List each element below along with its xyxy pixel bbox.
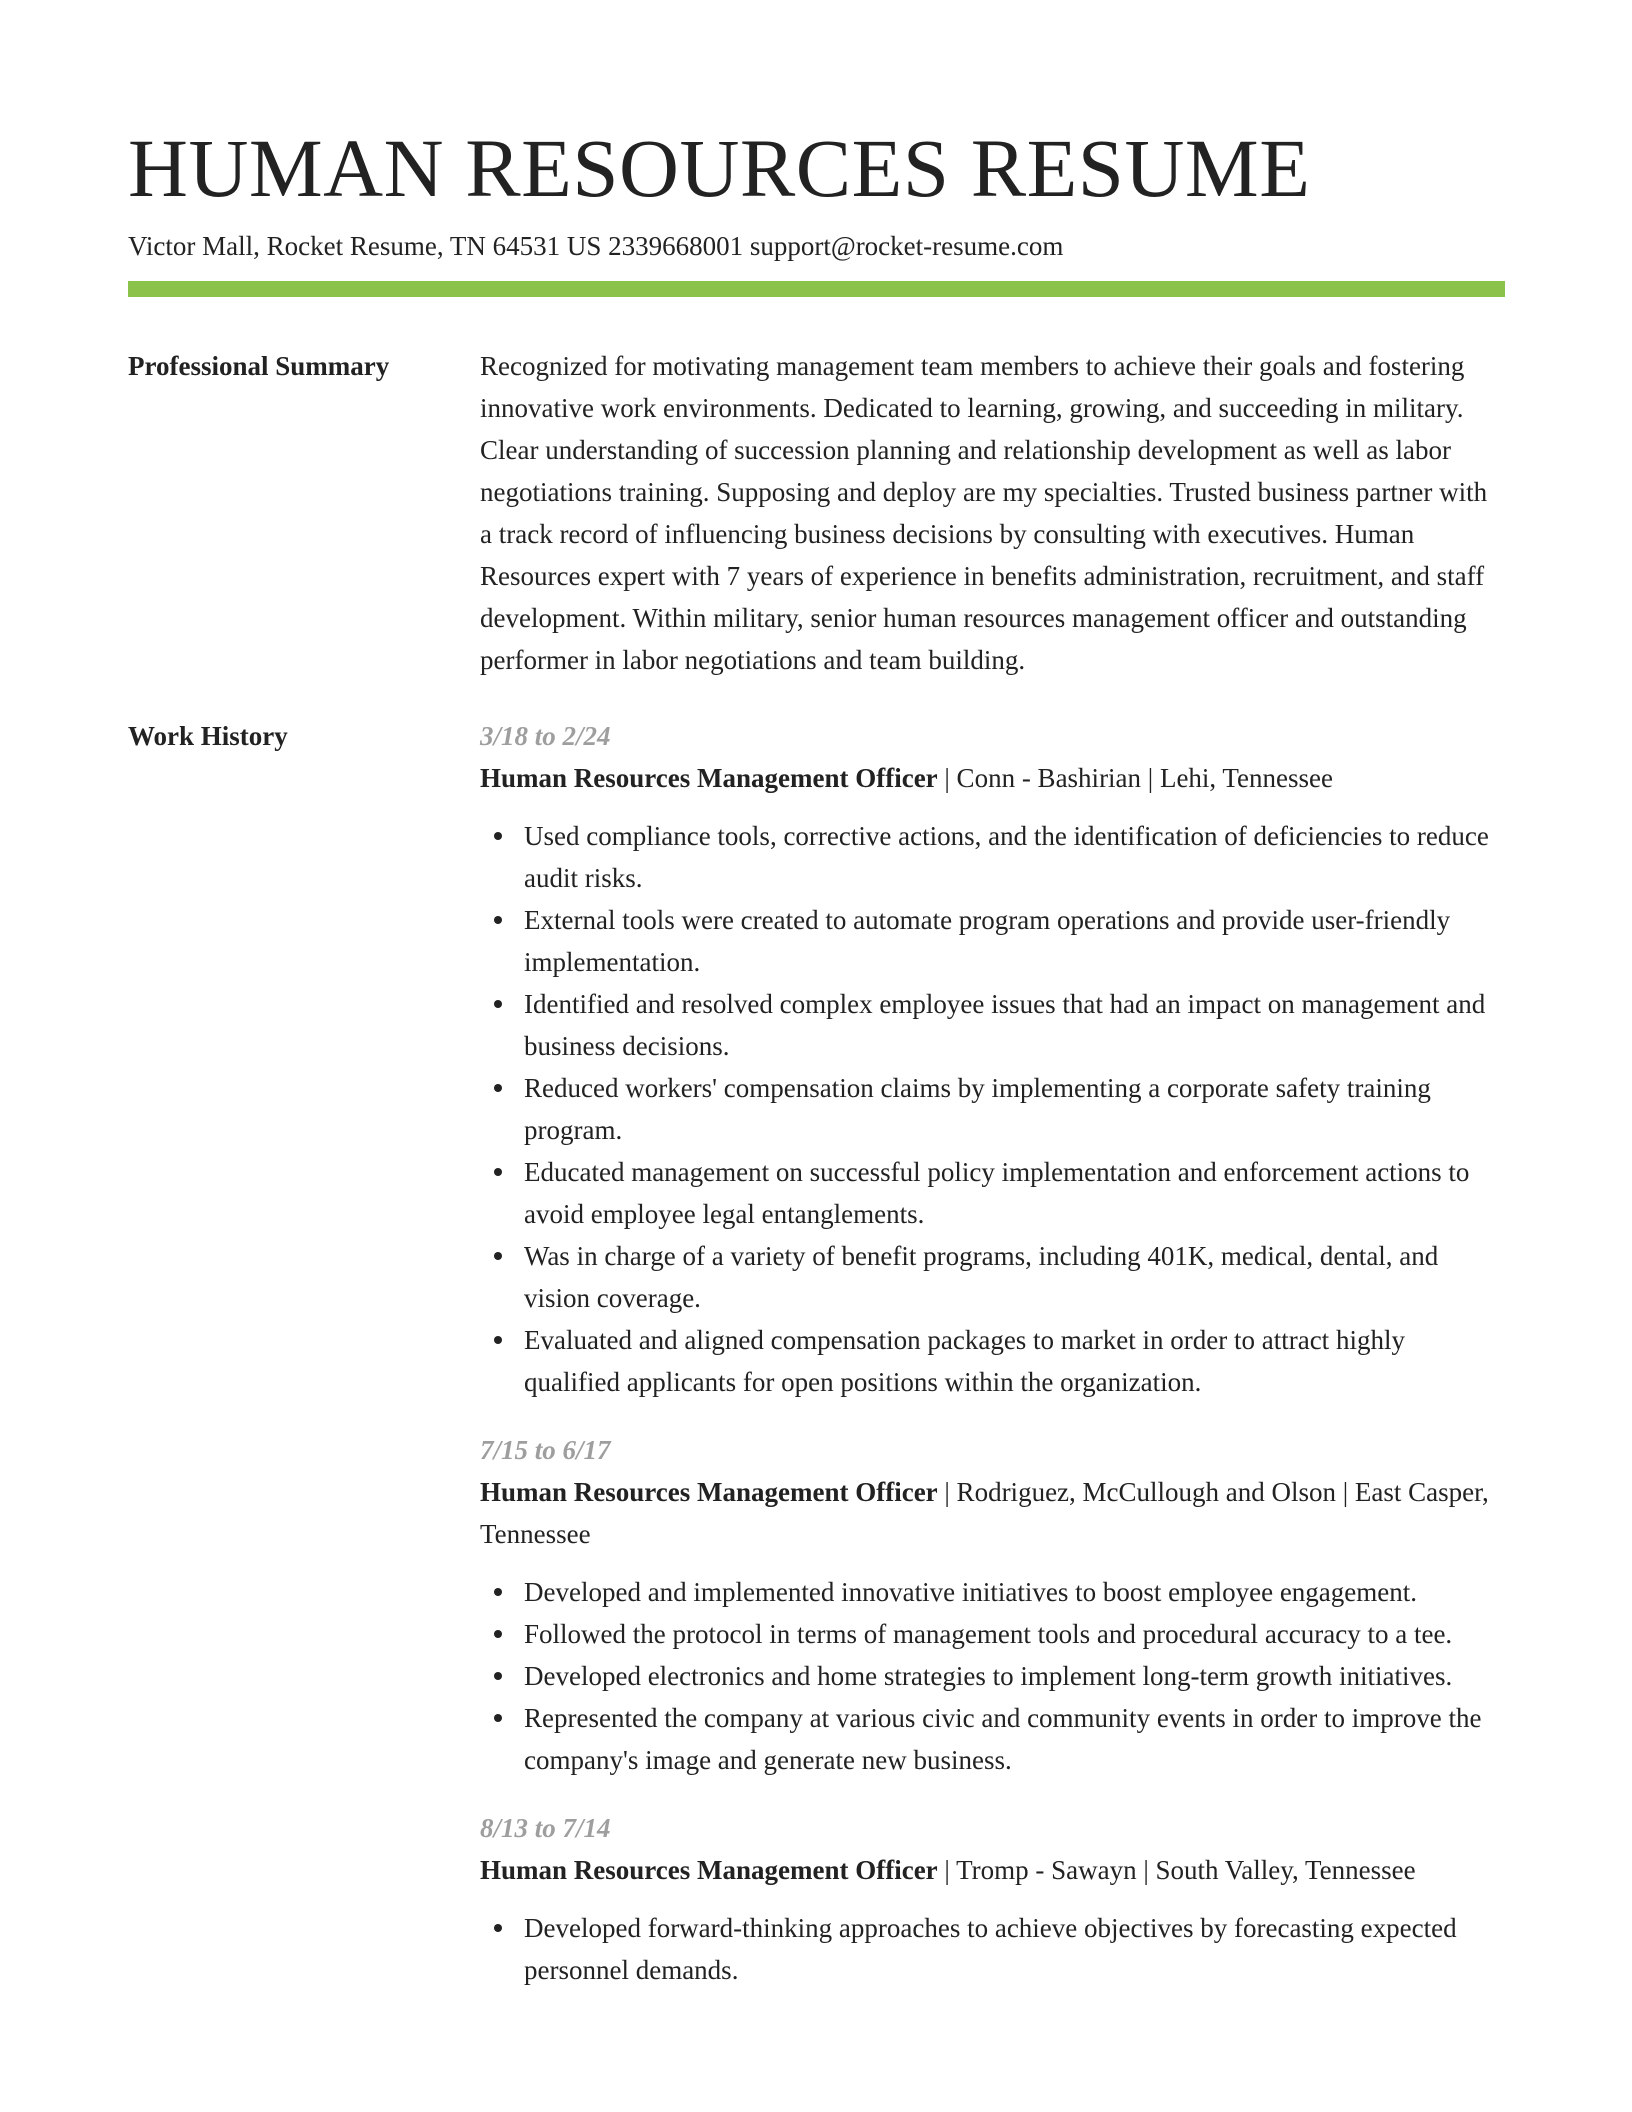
duty-item: [524, 1151, 1505, 1235]
bullet-icon: [494, 1672, 502, 1680]
bullet-icon: [494, 1084, 502, 1092]
duty-item: [524, 983, 1505, 1067]
bullet-icon: [494, 1000, 502, 1008]
duty-text: Evaluated and aligned compensation packages to market in order to attract highly qualified applicants for open positions within the organization.: [524, 1325, 1405, 1397]
duty-text: Represented the company at various civic and community events in order to improve the company's image and generate new business.: [524, 1703, 1482, 1775]
job-entry: [480, 1429, 1505, 1781]
job-employer-location: | Tromp - Sawayn | South Valley, Tennessee: [937, 1855, 1416, 1885]
summary-section: [128, 345, 1505, 681]
bullet-icon: [494, 916, 502, 924]
duty-text: Educated management on successful policy implementation and enforcement actions to avoid employee legal entanglements.: [524, 1157, 1470, 1229]
work-history-section: [128, 715, 1505, 1991]
duty-item: [524, 1907, 1505, 1991]
summary-text: Recognized for motivating management team members to achieve their goals and fostering innovative work environments. Dedicated to learning, growing, and succeeding in military. Clear understanding of succession planning and relationship development as well as labor negotiations training. Supposing and deploy are my specialties. Trusted business partner with a track record of influencing business decisions by consulting with executives. Human Resources expert with 7 years of experience in benefits administration, recruitment, and staff development. Within military, senior human resources management officer and outstanding performer in labor negotiations and team building.: [480, 351, 1488, 675]
job-dates: 7/15 to 6/17: [480, 1435, 611, 1465]
duty-item: [524, 1571, 1505, 1613]
duty-item: [524, 899, 1505, 983]
duty-list: [480, 815, 1505, 1403]
duty-text: Developed and implemented innovative initiatives to boost employee engagement.: [524, 1577, 1418, 1607]
resume-title: HUMAN RESOURCES RESUME: [128, 122, 1311, 214]
bullet-icon: [494, 1924, 502, 1932]
job-dates: 3/18 to 2/24: [480, 721, 611, 751]
duty-list: [480, 1907, 1505, 1991]
bullet-icon: [494, 832, 502, 840]
resume-page: [128, 118, 1505, 1991]
duty-list: [480, 1571, 1505, 1781]
job-entry: [480, 715, 1505, 1403]
summary-label: Professional Summary: [128, 351, 390, 381]
duty-text: Was in charge of a variety of benefit programs, including 401K, medical, dental, and vision coverage.: [524, 1241, 1439, 1313]
work-history-label: Work History: [128, 721, 288, 751]
job-dates: 8/13 to 7/14: [480, 1813, 611, 1843]
job-title: Human Resources Management Officer: [480, 1477, 938, 1507]
job-heading: [480, 1849, 1505, 1891]
bullet-icon: [494, 1630, 502, 1638]
duty-item: [524, 1235, 1505, 1319]
bullet-icon: [494, 1336, 502, 1344]
duty-text: Reduced workers' compensation claims by implementing a corporate safety training program.: [524, 1073, 1431, 1145]
duty-text: Developed forward-thinking approaches to achieve objectives by forecasting expected personnel demands.: [524, 1913, 1457, 1985]
bullet-icon: [494, 1168, 502, 1176]
duty-item: [524, 1697, 1505, 1781]
duty-item: [524, 1319, 1505, 1403]
job-employer-location: | Conn - Bashirian | Lehi, Tennessee: [937, 763, 1333, 793]
job-entry: [480, 1807, 1505, 1991]
job-title: Human Resources Management Officer: [480, 1855, 938, 1885]
job-employer-location: | Rodriguez, McCullough and Olson | East Casper, Tennessee: [480, 1477, 1489, 1549]
duty-text: Used compliance tools, corrective actions, and the identification of deficiencies to reduce audit risks.: [524, 821, 1489, 893]
duty-item: [524, 1613, 1505, 1655]
duty-text: Followed the protocol in terms of management tools and procedural accuracy to a tee.: [524, 1619, 1453, 1649]
duty-text: Developed electronics and home strategies to implement long-term growth initiatives.: [524, 1661, 1453, 1691]
duty-item: [524, 1067, 1505, 1151]
duty-item: [524, 815, 1505, 899]
header-divider: [128, 281, 1505, 297]
job-heading: [480, 757, 1505, 799]
bullet-icon: [494, 1252, 502, 1260]
job-title: Human Resources Management Officer: [480, 763, 938, 793]
duty-text: Identified and resolved complex employee issues that had an impact on management and business decisions.: [524, 989, 1486, 1061]
bullet-icon: [494, 1588, 502, 1596]
job-heading: [480, 1471, 1505, 1555]
bullet-icon: [494, 1714, 502, 1722]
contact-line: Victor Mall, Rocket Resume, TN 64531 US 2339668001 support@rocket-resume.com: [128, 231, 1064, 261]
duty-text: External tools were created to automate program operations and provide user-friendly implementation.: [524, 905, 1451, 977]
duty-item: [524, 1655, 1505, 1697]
